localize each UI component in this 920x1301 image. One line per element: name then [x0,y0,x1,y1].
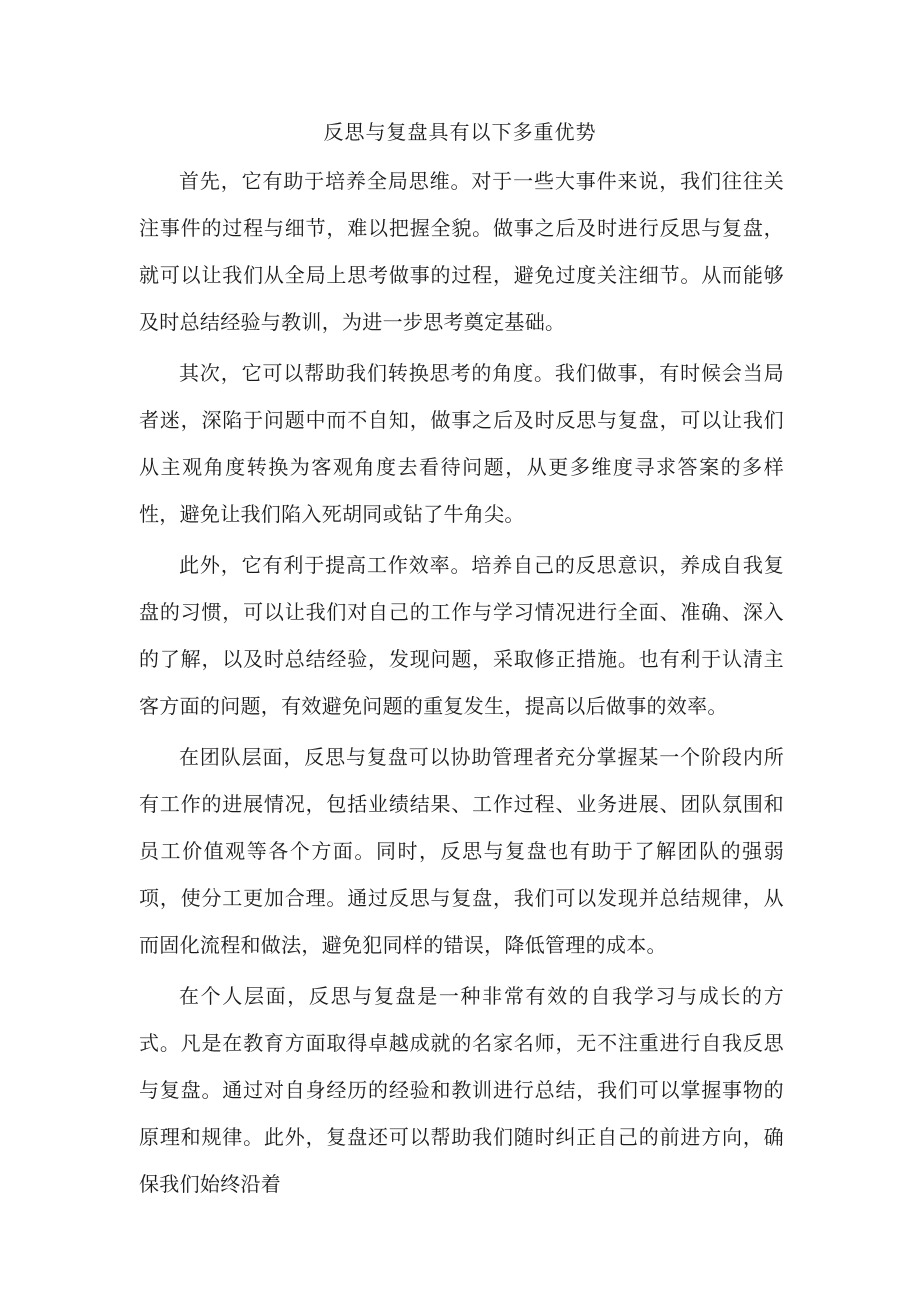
paragraph-team-level: 在团队层面，反思与复盘可以协助管理者充分掌握某一个阶段内所有工作的进展情况，包括业绩结果、工作过程、业务进展、团队氛围和员工价值观等各个方面。同时，反思与复盘也有助于了解团队的强弱项，使分工更加合理。通过反思与复盘，我们可以发现并总结规律，从而固化流程和做法，避免犯同样的错误，降低管理的成本。 [139,745,784,957]
document-title: 反思与复盘具有以下多重优势 [323,120,597,144]
paragraph-third: 此外，它有利于提高工作效率。培养自己的反思意识，养成自我复盘的习惯，可以让我们对自己的工作与学习情况进行全面、准确、深入的了解，以及时总结经验，发现问题，采取修正措施。也有利于认清主客方面的问题，有效避免问题的重复发生，提高以后做事的效率。 [139,553,784,718]
paragraph-personal-level: 在个人层面，反思与复盘是一种非常有效的自我学习与成长的方式。凡是在教育方面取得卓越成就的名家名师，无不注重进行自我反思与复盘。通过对自身经历的经验和教训进行总结，我们可以掌握事物的原理和规律。此外，复盘还可以帮助我们随时纠正自己的前进方向，确保我们始终沿着 [139,984,784,1196]
paragraph-second: 其次，它可以帮助我们转换思考的角度。我们做事，有时候会当局者迷，深陷于问题中而不自知，做事之后及时反思与复盘，可以让我们从主观角度转换为客观角度去看待问题，从更多维度寻求答案的多样性，避免让我们陷入死胡同或钻了牛角尖。 [139,361,784,526]
document-body [139,158,784,1212]
paragraph-first: 首先，它有助于培养全局思维。对于一些大事件来说，我们往往关注事件的过程与细节，难以把握全貌。做事之后及时进行反思与复盘，就可以让我们从全局上思考做事的过程，避免过度关注细节。从而能够及时总结经验与教训，为进一步思考奠定基础。 [139,169,784,334]
